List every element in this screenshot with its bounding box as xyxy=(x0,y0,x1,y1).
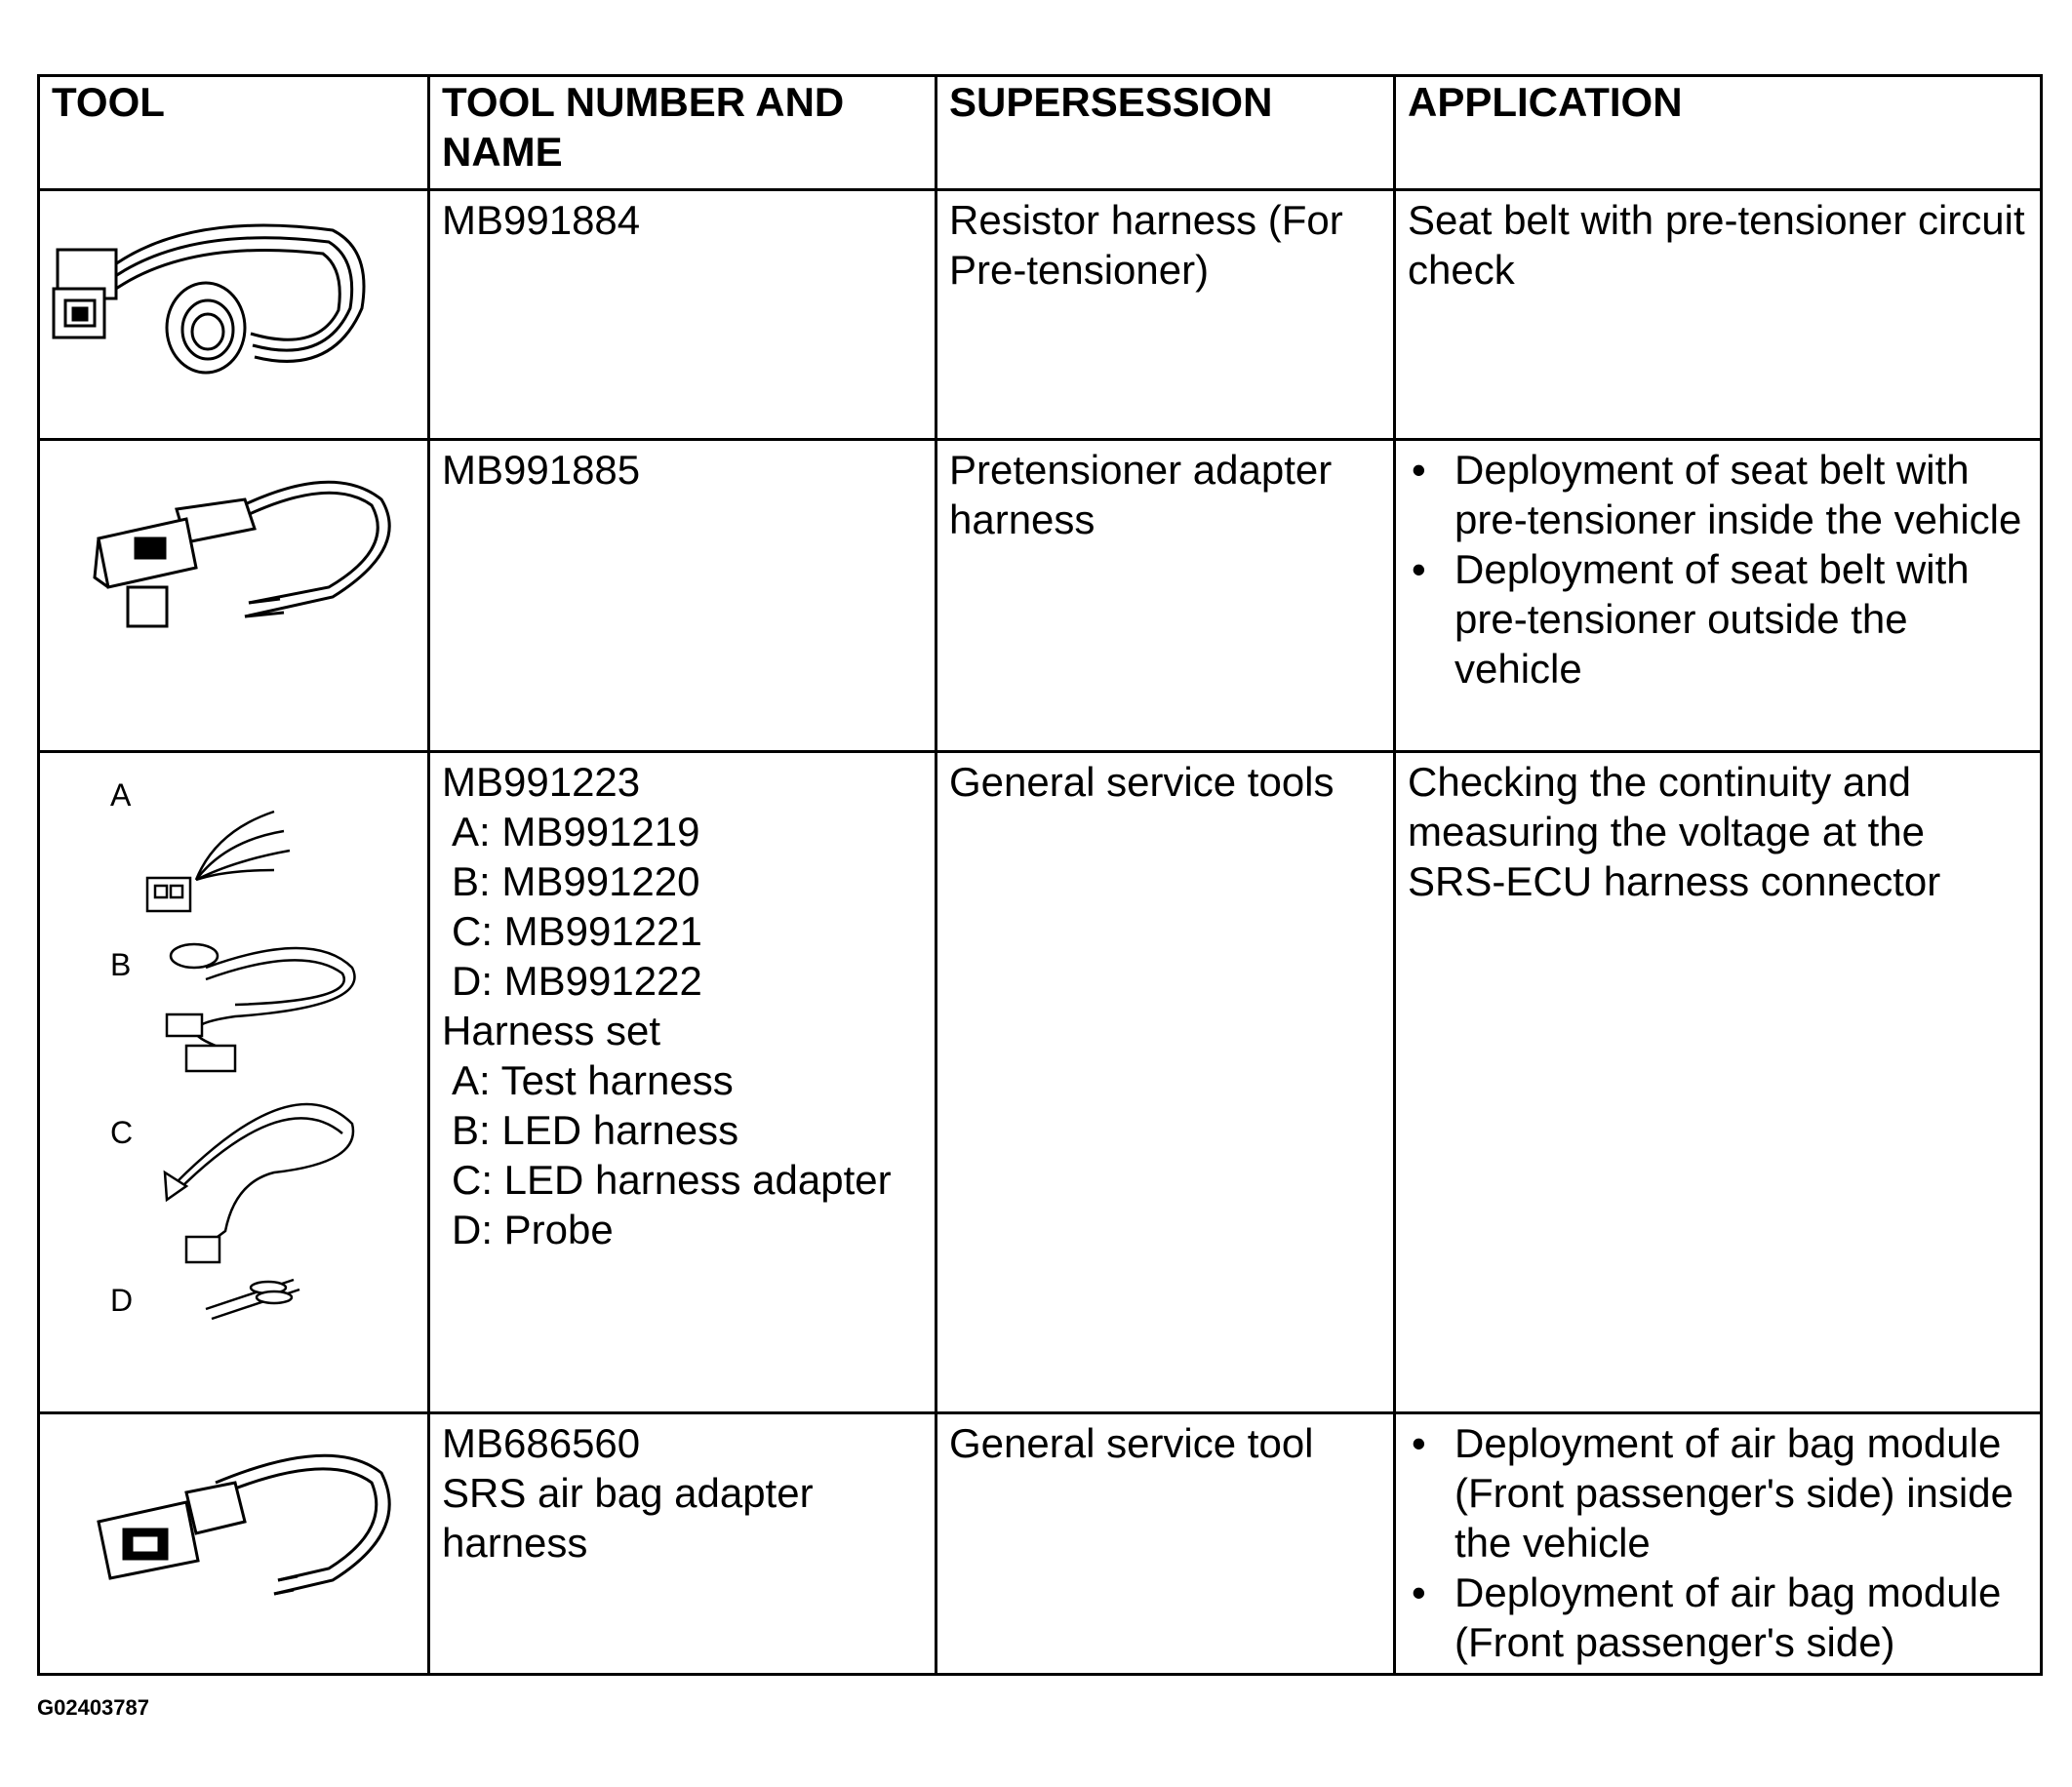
tool-number-d: D: MB991222 xyxy=(452,958,702,1004)
tool-number-cell xyxy=(429,1413,936,1675)
tool-image-cell xyxy=(39,190,429,440)
figure-id: G02403787 xyxy=(37,1695,149,1720)
tool-image-cell xyxy=(39,1413,429,1675)
list-item: • Deployment of air bag module (Front passenger's side) inside the vehicle xyxy=(1400,1418,2028,1568)
resistor-harness-illustration-icon xyxy=(40,191,430,441)
tool-label-d: D xyxy=(110,1283,134,1318)
header-tool-number-and-name: TOOL NUMBER AND NAME xyxy=(429,76,936,190)
table-row xyxy=(39,1413,2042,1675)
tool-number-a: A: MB991219 xyxy=(452,809,700,854)
header-supersession: SUPERSESSION xyxy=(936,76,1395,190)
tool-name: Harness set xyxy=(442,1008,661,1053)
pretensioner-adapter-harness-illustration-icon xyxy=(40,441,430,753)
list-item: • Deployment of seat belt with pre-tensioner outside the vehicle xyxy=(1400,544,2028,694)
application-cell xyxy=(1395,190,2042,440)
supersession-cell xyxy=(936,190,1395,440)
supersession-cell xyxy=(936,752,1395,1413)
tool-name-b: B: LED harness xyxy=(452,1107,739,1153)
application-cell xyxy=(1395,1413,2042,1675)
header-row xyxy=(39,76,2042,190)
header-tool: TOOL xyxy=(39,76,429,190)
tool-label-b: B xyxy=(110,947,132,982)
tool-label-a: A xyxy=(110,777,132,813)
tool-number: MB686560 xyxy=(442,1420,641,1466)
tool-image-cell xyxy=(39,752,429,1413)
tool-name-d: D: Probe xyxy=(452,1207,614,1252)
tool-image-cell xyxy=(39,440,429,752)
tool-number: MB991884 xyxy=(442,197,641,243)
supersession-cell xyxy=(936,1413,1395,1675)
list-item: • Deployment of air bag module (Front passenger's side) xyxy=(1400,1568,2028,1667)
supersession-text: Pretensioner adapter harness xyxy=(949,447,1333,542)
application-text: Seat belt with pre-tensioner circuit check xyxy=(1408,197,2025,293)
srs-air-bag-adapter-harness-illustration-icon xyxy=(40,1414,430,1676)
supersession-cell xyxy=(936,440,1395,752)
tool-name-c: C: LED harness adapter xyxy=(452,1157,892,1203)
special-tools-table xyxy=(37,74,2043,1676)
harness-set-illustration-icon xyxy=(40,753,430,1414)
tool-number: MB991223 xyxy=(442,759,641,805)
table-row xyxy=(39,440,2042,752)
tool-number-cell xyxy=(429,190,936,440)
application-text: Checking the continuity and measuring the voltage at the SRS-ECU harness connector xyxy=(1408,759,1941,904)
list-item: • Deployment of seat belt with pre-tensioner inside the vehicle xyxy=(1400,445,2028,544)
tool-number-cell xyxy=(429,752,936,1413)
tool-name: SRS air bag adapter harness xyxy=(442,1470,814,1566)
tool-number-cell xyxy=(429,440,936,752)
supersession-text: General service tool xyxy=(949,1420,1314,1466)
application-bullet-list xyxy=(1400,1418,2028,1667)
application-bullet-list xyxy=(1400,445,2028,694)
header-application: APPLICATION xyxy=(1395,76,2042,190)
tool-number: MB991885 xyxy=(442,447,641,493)
tool-label-c: C xyxy=(110,1115,134,1150)
table-row xyxy=(39,190,2042,440)
application-cell xyxy=(1395,440,2042,752)
supersession-text: General service tools xyxy=(949,759,1335,805)
tool-number-c: C: MB991221 xyxy=(452,908,702,954)
supersession-text: Resistor harness (For Pre-tensioner) xyxy=(949,197,1343,293)
application-cell xyxy=(1395,752,2042,1413)
tool-name-a: A: Test harness xyxy=(452,1057,734,1103)
tool-number-b: B: MB991220 xyxy=(452,858,700,904)
table-row xyxy=(39,752,2042,1413)
